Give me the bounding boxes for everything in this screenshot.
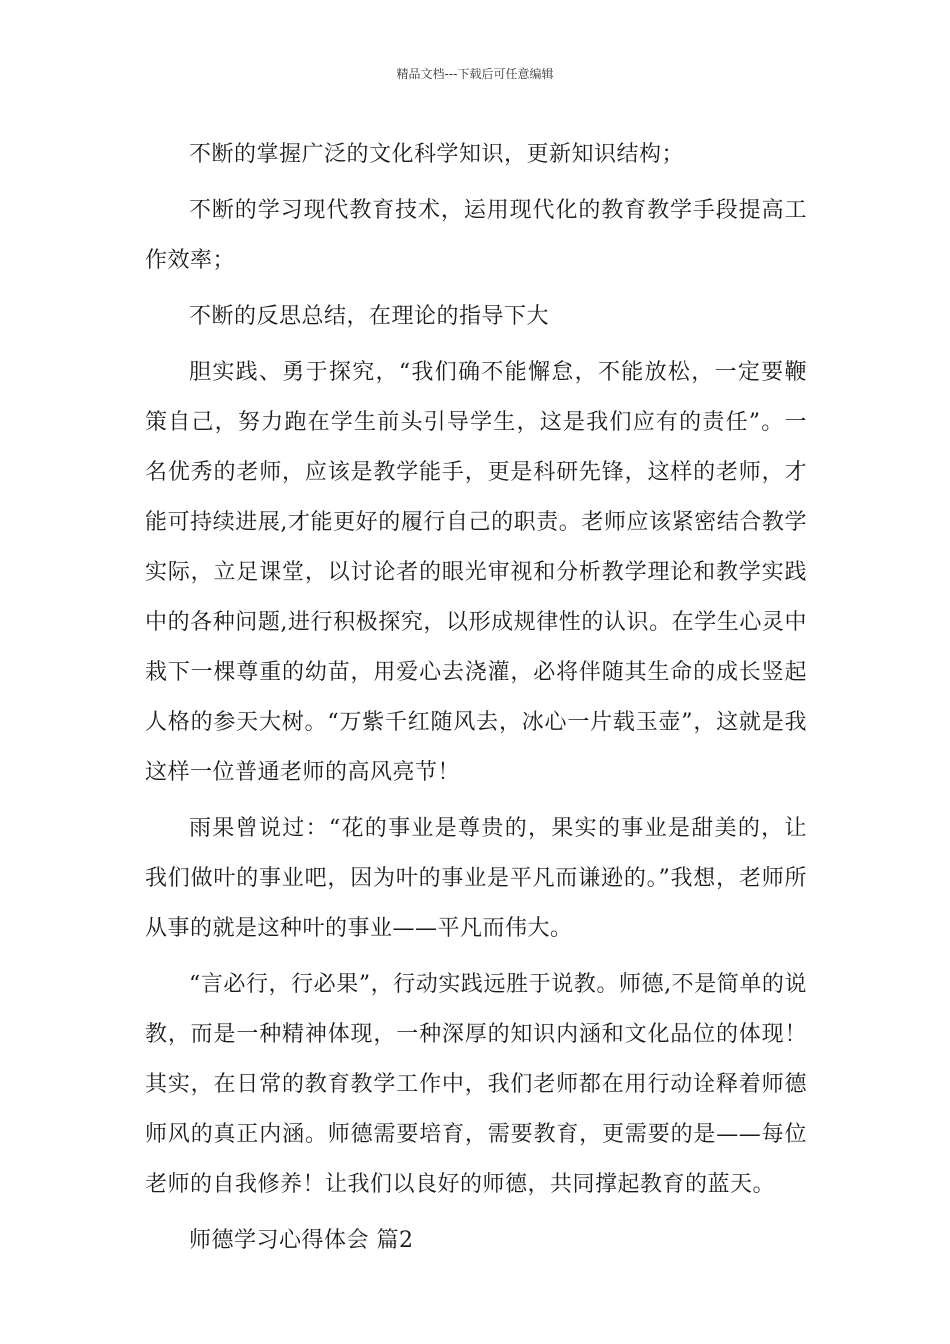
document-body (145, 130, 807, 1266)
section-heading: 师德学习心得体会 篇2 (189, 1228, 414, 1253)
paragraph-teacher-ethics: “言必行，行必果”，行动实践远胜于说教。师德,不是简单的说教，而是一种精神体现，一种深厚的知识内涵和文化品位的体现！其实，在日常的教育教学工作中，我们老师都在用行动诠释着师德师风的真正内涵。师德需要培育，需要教育，更需要的是——每位老师的自我修养！让我们以良好的师德，共同撑起教育的蓝天。 (145, 972, 807, 1197)
paragraph-reflection: 不断的反思总结，在理论的指导下大 (189, 304, 550, 329)
paragraph-practice: 胆实践、勇于探究，“我们确不能懈怠，不能放松，一定要鞭策自己，努力跑在学生前头引导学生，这是我们应有的责任”。一名优秀的老师，应该是教学能手，更是科研先锋，这样的老师，才能可持续进展,才能更好的履行自己的职责。老师应该紧密结合教学实际，立足课堂，以讨论者的眼光审视和分析教学理论和教学实践中的各种问题,进行积极探究，以形成规律性的认识。在学生心灵中栽下一棵尊重的幼苗，用爱心去浇灌，必将伴随其生命的成长竖起人格的参天大树。“万紫千红随风去，冰心一片载玉壶”，这就是我这样一位普通老师的高风亮节！ (145, 360, 807, 785)
paragraph-technology: 不断的学习现代教育技术，运用现代化的教育教学手段提高工作效率； (145, 198, 807, 273)
paragraph-knowledge: 不断的掌握广泛的文化科学知识，更新知识结构； (189, 142, 685, 167)
paragraph-hugo-quote: 雨果曾说过：“花的事业是尊贵的，果实的事业是甜美的，让我们做叶的事业吧，因为叶的事业是平凡而谦逊的。”我想，老师所从事的就是这种叶的事业——平凡而伟大。 (145, 816, 807, 941)
page-header: 精品文档---下载后可任意编辑 (396, 67, 554, 81)
